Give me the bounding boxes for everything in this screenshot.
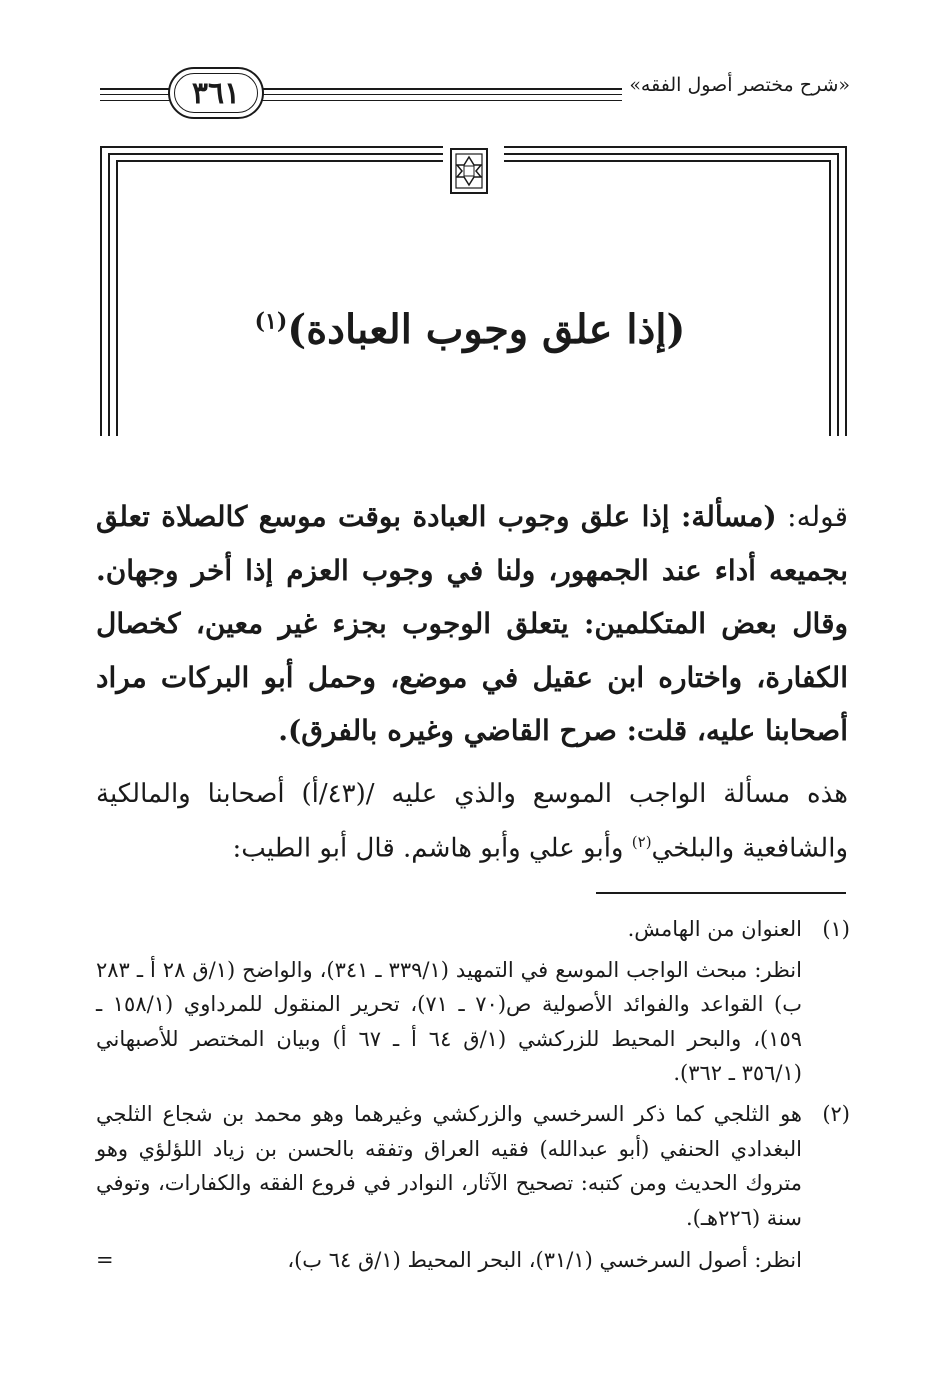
footnote-number: (٢): [822, 1101, 850, 1126]
chapter-title-footnote-ref: (١): [254, 308, 288, 335]
commentary-text-2: وأبو علي وأبو هاشم. قال أبو الطيب:: [232, 833, 632, 864]
footnote-item: [96, 1097, 850, 1235]
matn-lead: قوله:: [776, 500, 848, 533]
star-ornament-icon: [448, 146, 490, 196]
page-number: ٣٦١: [168, 67, 264, 119]
footnote-text: انظر: أصول السرخسي (٣١/١)، البحر المحيط (١/ق ٦٤ ب)،: [287, 1248, 802, 1273]
header-rule-left: [100, 88, 170, 104]
footnote-text: انظر: مبحث الواجب الموسع في التمهيد (٣٣٩/١ ـ ٣٤١)، والواضح (١/ق ٢٨ أ ـ ٢٨٣ ب) القواعد والفوائد الأصولية ص(٧٠ ـ ٧١)، تحرير المنقول للمرداوي (١٥٨/١ ـ ١٥٩)، والبحر المحيط للزركشي (١/ق ٦٤ أ ـ ٦٧ أ) وبيان المختصر للأصبهاني (٣٥٦/١ ـ ٣٦٢).: [96, 957, 803, 1086]
commentary-paragraph: [96, 770, 848, 873]
continuation-mark: =: [96, 1248, 114, 1273]
chapter-title: [180, 306, 760, 353]
footnote-text: العنوان من الهامش.: [627, 917, 802, 941]
footnote-number: (١): [822, 917, 850, 941]
running-title: «شرح مختصر أصول الفقه»: [629, 74, 850, 96]
matn-quote: (مسألة: إذا علق وجوب العبادة بوقت موسع كالصلاة تعلق بجميعه أداء عند الجمهور، ولنا في وجوب العزم إذا أخر وجهان. وقال بعض المتكلمين: يتعلق الوجوب بجزء غير معين، كخصال الكفارة، واختاره ابن عقيل في موضع، وحمل أبو البركات مراد أصحابنا عليه، قلت: صرح القاضي وغيره بالفرق).: [96, 500, 848, 747]
footnote-item: [96, 953, 850, 1091]
footnote-item: [96, 1243, 850, 1278]
commentary-footnote-ref: (٢): [631, 833, 652, 851]
commentary-text-1: هذه مسألة الواجب الموسع والذي عليه /(٤٣/أ) أصحابنا والمالكية والشافعية والبلخي: [96, 779, 848, 864]
footnote-text: هو الثلجي كما ذكر السرخسي والزركشي وغيرهما وهو محمد بن شجاع الثلجي البغدادي الحنفي (أبو عبدالله) فقيه العراق وتفقه بالحسن بن زياد اللؤلؤي وهو متروك الحديث ومن كتبه: تصحيح الآثار، النوادر في فروع الفقه والكفارات، وتوفي سنة (٢٢٦هـ).: [96, 1101, 802, 1230]
header-rule-right: [262, 88, 622, 104]
chapter-title-text: (إذا علق وجوب العبادة): [287, 306, 686, 353]
matn-paragraph: [96, 490, 848, 758]
footnotes: [96, 912, 850, 1278]
footnote-item: [96, 912, 850, 947]
footnote-separator: [596, 892, 846, 894]
